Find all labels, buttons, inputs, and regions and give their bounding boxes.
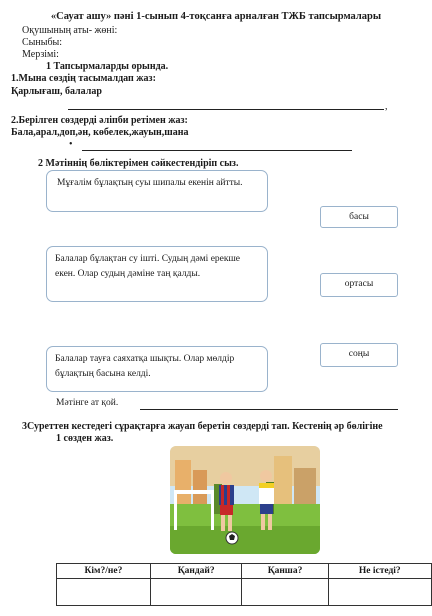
answer-cell[interactable] xyxy=(57,579,151,606)
text-part-box-1[interactable] xyxy=(46,170,268,212)
answer-table-header xyxy=(57,564,432,579)
date-label: Мерзімі: xyxy=(22,49,59,60)
answer-cell[interactable] xyxy=(150,579,242,606)
part1-heading: 1 Тапсырмаларды орында. xyxy=(46,61,169,72)
answer-cell[interactable] xyxy=(328,579,431,606)
class-label: Сыныбы: xyxy=(22,37,63,48)
answer-cell[interactable] xyxy=(242,579,328,606)
col-what-kind: Қандай? xyxy=(150,564,242,579)
part2-heading: 2 Мәтіннің бөліктерімен сәйкестендіріп сыз. xyxy=(38,158,239,169)
tag-end-label: соңы xyxy=(348,349,370,359)
text-part-1: Мұғалім бұлақтың суы шипалы екенін айтты. xyxy=(57,178,243,188)
part3-heading: 3Суреттен кестедегі сұрақтарға жауап беретін сөздерді тап. Кестенің әр бөлігіне xyxy=(22,421,383,432)
kids-football-picture xyxy=(170,446,320,554)
task1-answer-comma: , xyxy=(385,101,388,112)
task1-answer-line[interactable] xyxy=(68,109,384,110)
text-part-2: Балалар бұлақтан су ішті. Судың дәмі ерекше екен. Олар судың дәміне таң қалды. xyxy=(55,254,241,279)
text-part-3: Балалар тауға саяхатқа шықты. Олар мөлдір бұлақтың басына келді. xyxy=(55,354,235,379)
title-answer-line[interactable] xyxy=(140,409,398,410)
task1-title: 1.Мына сөздің тасымалдап жаз: xyxy=(11,73,156,84)
bullet-icon: • xyxy=(69,139,73,150)
tag-beginning-label: басы xyxy=(349,212,369,222)
text-part-box-3[interactable] xyxy=(46,346,268,392)
tag-middle-label: ортасы xyxy=(344,279,374,289)
col-who-what: Кім?/не? xyxy=(57,564,151,579)
answer-table xyxy=(56,563,432,606)
title-prompt: Мәтінге ат қой. xyxy=(56,398,119,408)
tag-middle[interactable] xyxy=(320,273,398,297)
tag-end[interactable] xyxy=(320,343,398,367)
tag-beginning[interactable] xyxy=(320,206,398,228)
col-how-many: Қанша? xyxy=(242,564,328,579)
worksheet-title: «Сауат ашу» пәні 1-сынып 4-тоқсанға арналған ТЖБ тапсырмалары xyxy=(50,11,382,22)
part3-heading-line2: 1 сөзден жаз. xyxy=(56,433,114,444)
task1-words: Қарлығаш, балалар xyxy=(11,86,102,97)
student-name-label: Оқушының аты- жөні: xyxy=(22,25,118,36)
col-what-did: Не істеді? xyxy=(328,564,431,579)
table-row xyxy=(57,579,432,606)
text-part-box-2[interactable] xyxy=(46,246,268,302)
task2-answer-line[interactable] xyxy=(82,150,352,151)
task2-title: 2.Берілген сөздерді әліпби ретімен жаз: xyxy=(11,115,188,126)
task2-words: Бала,арал,доп,ән, көбелек,жауын,шана xyxy=(11,127,189,138)
